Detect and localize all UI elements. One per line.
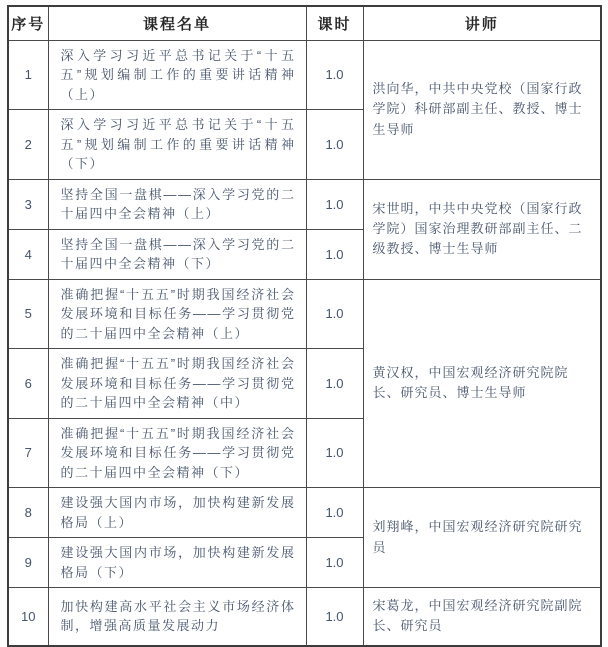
col-header-course: 课程名单	[48, 6, 306, 40]
row-number-cell: 7	[8, 418, 48, 488]
row-number-cell: 1	[8, 40, 48, 110]
course-name-cell: 坚持全国一盘棋——深入学习党的二十届四中全会精神（上）	[48, 179, 306, 229]
table-row	[8, 279, 601, 349]
class-hours-cell: 1.0	[306, 418, 363, 488]
table-row	[8, 588, 601, 646]
course-name-cell: 深入学习习近平总书记关于“十五五”规划编制工作的重要讲话精神（下）	[48, 110, 306, 180]
lecturer-cell: 刘翔峰，中国宏观经济研究院研究员	[363, 488, 601, 588]
header-row	[8, 6, 601, 40]
lecturer-cell: 宋世明，中共中央党校（国家行政学院）国家治理教研部副主任、二级教授、博士生导师	[363, 179, 601, 279]
course-name-cell: 建设强大国内市场，加快构建新发展格局（上）	[48, 488, 306, 538]
class-hours-cell: 1.0	[306, 488, 363, 538]
table-row	[8, 488, 601, 538]
course-name-cell: 建设强大国内市场，加快构建新发展格局（下）	[48, 538, 306, 588]
course-name-cell: 准确把握“十五五”时期我国经济社会发展环境和目标任务——学习贯彻党的二十届四中全会精神（中）	[48, 349, 306, 419]
class-hours-cell: 1.0	[306, 179, 363, 229]
lecturer-cell: 黄汉权，中国宏观经济研究院院长、研究员、博士生导师	[363, 279, 601, 488]
class-hours-cell: 1.0	[306, 110, 363, 180]
class-hours-cell: 1.0	[306, 40, 363, 110]
row-number-cell: 2	[8, 110, 48, 180]
course-table	[7, 5, 602, 647]
table-row	[8, 40, 601, 110]
course-name-cell: 准确把握“十五五”时期我国经济社会发展环境和目标任务——学习贯彻党的二十届四中全会精神（下）	[48, 418, 306, 488]
lecturer-cell: 洪向华，中共中央党校（国家行政学院）科研部副主任、教授、博士生导师	[363, 40, 601, 179]
row-number-cell: 10	[8, 588, 48, 646]
course-name-cell: 深入学习习近平总书记关于“十五五”规划编制工作的重要讲话精神（上）	[48, 40, 306, 110]
table-header	[8, 6, 601, 40]
col-header-no: 序号	[8, 6, 48, 40]
row-number-cell: 5	[8, 279, 48, 349]
class-hours-cell: 1.0	[306, 229, 363, 279]
col-header-hours: 课时	[306, 6, 363, 40]
col-header-lecturer: 讲师	[363, 6, 601, 40]
course-name-cell: 加快构建高水平社会主义市场经济体制，增强高质量发展动力	[48, 588, 306, 646]
course-name-cell: 准确把握“十五五”时期我国经济社会发展环境和目标任务——学习贯彻党的二十届四中全会精神（上）	[48, 279, 306, 349]
class-hours-cell: 1.0	[306, 349, 363, 419]
class-hours-cell: 1.0	[306, 538, 363, 588]
row-number-cell: 3	[8, 179, 48, 229]
class-hours-cell: 1.0	[306, 279, 363, 349]
row-number-cell: 4	[8, 229, 48, 279]
row-number-cell: 8	[8, 488, 48, 538]
class-hours-cell: 1.0	[306, 588, 363, 646]
course-name-cell: 坚持全国一盘棋——深入学习党的二十届四中全会精神（下）	[48, 229, 306, 279]
row-number-cell: 6	[8, 349, 48, 419]
table-body	[8, 40, 601, 646]
row-number-cell: 9	[8, 538, 48, 588]
lecturer-cell: 宋葛龙，中国宏观经济研究院副院长、研究员	[363, 588, 601, 646]
table-row	[8, 179, 601, 229]
